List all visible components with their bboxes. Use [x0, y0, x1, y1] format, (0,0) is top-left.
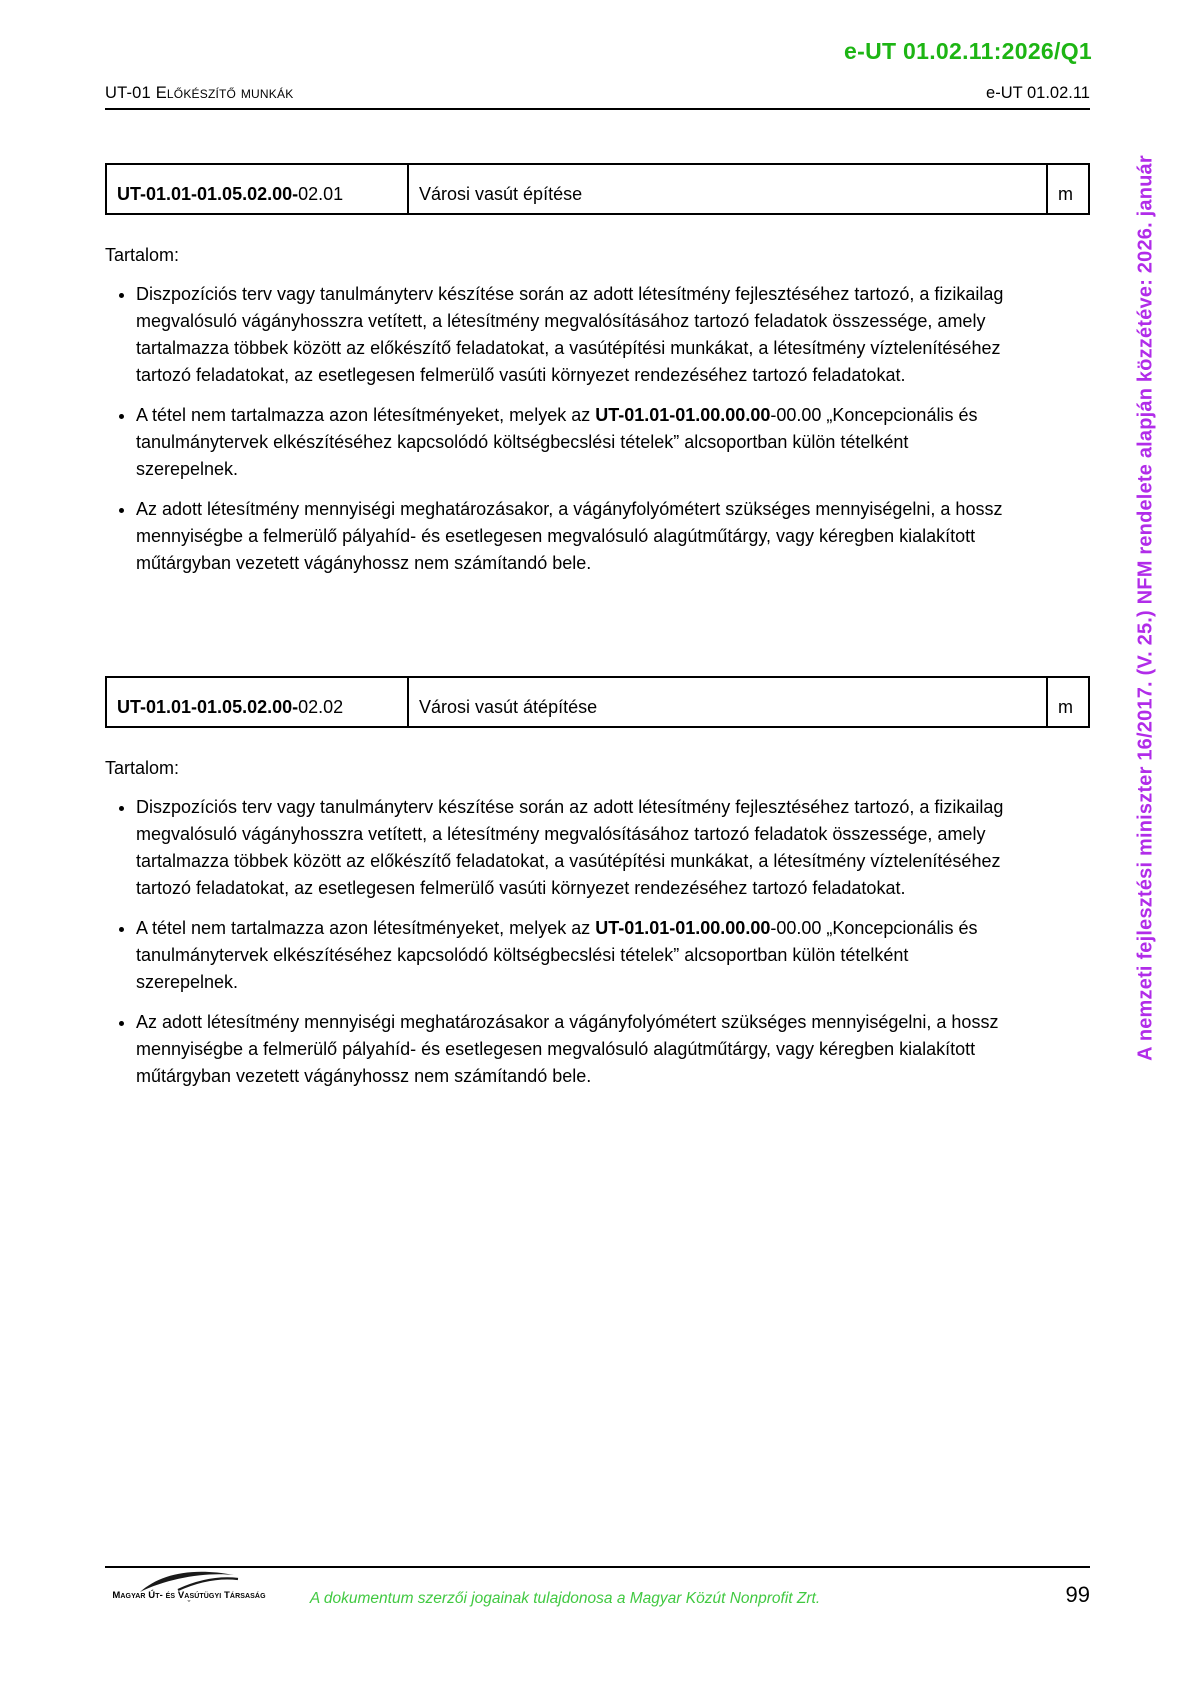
item-section-1 — [105, 163, 1090, 590]
bullet-item: • Az adott létesítmény mennyiségi meghatározásakor a vágányfolyómétert szükséges mennyiségelni, a hossz mennyiségbe a felmerülő pályahíd- és esetlegesen megvalósuló alagútműtárgy, vagy kéregben kialakított műtárgyban vezetett vágányhossz nem számítandó bele. — [136, 1009, 1014, 1090]
tartalom-bullet-list — [105, 794, 1014, 1090]
bullet-item: • A tétel nem tartalmazza azon létesítményeket, melyek az UT-01.01-01.00.00.00-00.00 „Koncepcionális és tanulmánytervek elkészítéséhez kapcsolódó költségbecslési tételek” alcsoportban külön tételként szerepelnek. — [136, 402, 1014, 483]
item-code-table — [105, 676, 1090, 728]
item-code-suffix: 02.01 — [298, 184, 344, 204]
running-header-title: UT-01 Előkészítő munkák — [105, 84, 294, 102]
copyright-notice: A dokumentum szerzői jogainak tulajdonosa a Magyar Közút Nonprofit Zrt. — [309, 1590, 821, 1607]
header-divider — [105, 108, 1090, 110]
running-header-code: e-UT 01.02.11 — [986, 84, 1090, 102]
item-code-suffix: 02.02 — [298, 697, 344, 717]
item-code-table — [105, 163, 1090, 215]
doc-version-code: e-UT 01.02.11:2026/Q1 — [844, 38, 1092, 64]
item-code-cell — [107, 165, 407, 213]
tartalom-label: Tartalom: — [105, 758, 180, 778]
bullet-item: • Diszpozíciós terv vagy tanulmányterv készítése során az adott létesítmény fejlesztéséhez tartozó, a fizikailag megvalósuló vágányhosszra vetített, a létesítmény megvalósításához tartozó feladatok összessége, amely tartalmazza többek között az előkészítő feladatokat, a vasútépítési munkákat, a létesítmény víztelenítéséhez tartozó feladatokat, az esetlegesen felmerülő vasúti környezet rendezéséhez tartozó feladatokat. — [136, 281, 1014, 389]
bullet-item: • Diszpozíciós terv vagy tanulmányterv készítése során az adott létesítmény fejlesztéséhez tartozó, a fizikailag megvalósuló vágányhosszra vetített, a létesítmény megvalósításához tartozó feladatok összessége, amely tartalmazza többek között az előkészítő feladatokat, a vasútépítési munkákat, a létesítmény víztelenítéséhez tartozó feladatokat, az esetlegesen felmerülő vasúti környezet rendezéséhez tartozó feladatokat. — [136, 794, 1014, 902]
logo-tick-icon: ˇ — [187, 1598, 191, 1609]
running-header — [105, 84, 1090, 103]
page-number: 99 — [1065, 1582, 1090, 1607]
item-unit-cell: m — [1046, 165, 1088, 213]
bullet-item: • Az adott létesítmény mennyiségi meghatározásakor, a vágányfolyómétert szükséges mennyiségelni, a hossz mennyiségbe a felmerülő pályahíd- és esetlegesen megvalósuló alagútműtárgy, vagy kéregben kialakított műtárgyban vezetett vágányhossz nem számítandó bele. — [136, 496, 1014, 577]
item-unit-cell: m — [1046, 678, 1088, 726]
bullet-item: • A tétel nem tartalmazza azon létesítményeket, melyek az UT-01.01-01.00.00.00-00.00 „Koncepcionális és tanulmánytervek elkészítéséhez kapcsolódó költségbecslési tételek” alcsoportban külön tételként szerepelnek. — [136, 915, 1014, 996]
item-code-cell — [107, 678, 407, 726]
tartalom-bullet-list — [105, 281, 1014, 577]
item-section-2 — [105, 676, 1090, 1103]
tartalom-label: Tartalom: — [105, 245, 180, 265]
item-title-cell: Városi vasút átépítése — [407, 678, 1046, 726]
side-publication-note: A nemzeti fejlesztési miniszter 16/2017. (V. 25.) NFM rendelete alapján közzétéve: 2026. január — [1134, 155, 1157, 1061]
organization-name: Magyar Út- és Vasútügyi Társaság — [112, 1590, 266, 1601]
item-code-bold: UT-01.01-01.05.02.00- — [117, 184, 299, 204]
item-code-bold: UT-01.01-01.05.02.00- — [117, 697, 299, 717]
item-title-cell: Városi vasút építése — [407, 165, 1046, 213]
